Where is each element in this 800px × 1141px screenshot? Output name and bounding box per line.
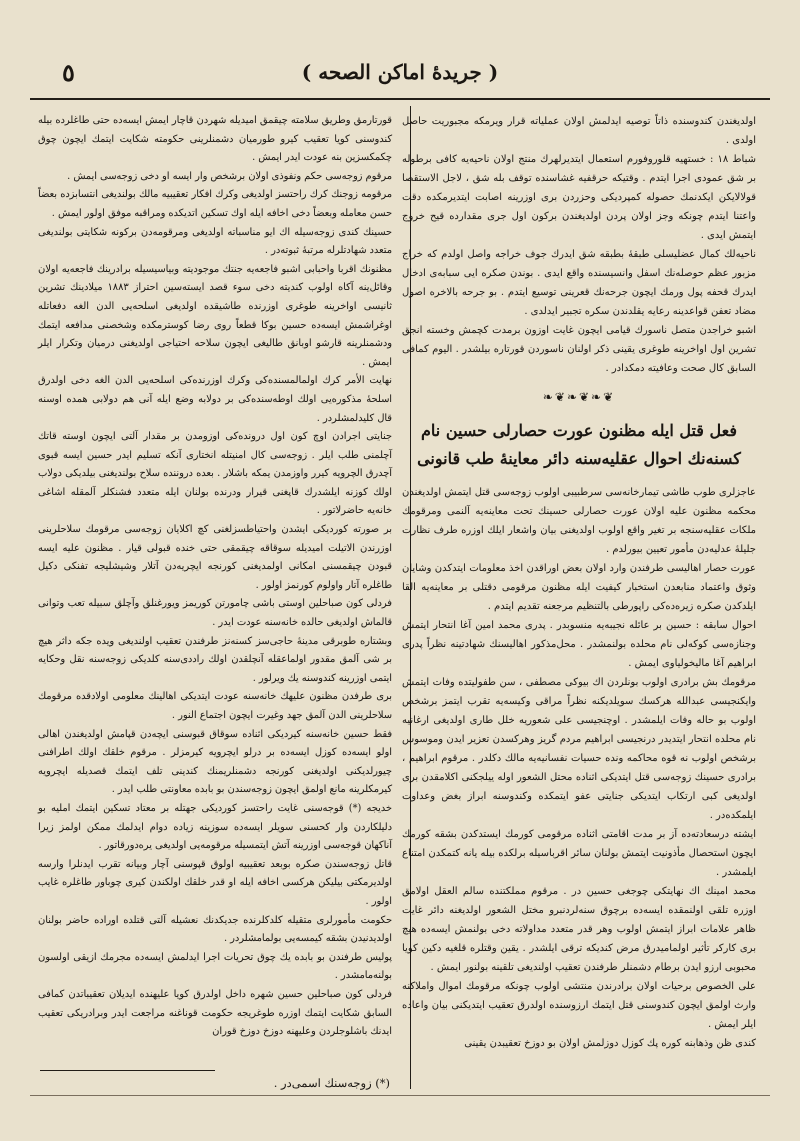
paragraph: اولدیغندن کندوسنده ذاتاً توصیه ایدلمش اولان عملیاته قرار ویرمکه مجبوریت حاصل اولدی . xyxy=(402,116,756,146)
paragraph: نهایت الأمر کرك اولمالمسنده‌کی وکرك اوزرنده‌کی اسلحه‌یی الدن الغه دخی اولدرق اسلحهٔ مذکوره‌یی اولك اوطه‌سنده‌کی بر دولابه وضع ایله آنی هم دولابی همده اوسنه قال کلیدلمشلردر . xyxy=(38,375,392,424)
paragraph: حکومت مأمورلری متقیله کلدکلرنده جدیکدنك نعشیله آلتی قتلده اوراده حاضر بولنان اولدیدنیدن بشقه کیمسه‌یی بولمامشلردر . xyxy=(38,914,392,945)
paragraph: قاتل زوجه‌سندن صکره بوبعد تعقیبیه اولوق قپوسنی آچار وبیانه تقرب ایدنلرا وارسه اولدیرمکتی بیلیکن هرکسی اخافه ایله او قدر خلقك اولکندن کیری چوباور طاغلره غایب اولور . xyxy=(38,858,392,907)
paragraph: احوال سابقه : حسین بر عائله نجیبه‌یه منسوبدر . پدری محمد امین آغا انتحار ایتمش وجنازه‌سی کوکه‌لی نام محلده بولنمشدر . محل‌مذکور اهالیسنك شهادتینه نظراً پدری ابراهیم آغا مالیخولیاوی ایمش . xyxy=(402,620,756,669)
paragraph: مرقومك بش برادری اولوب بونلردن اك بیوکی مصطفی ، سن طفولیتده وفات ایتمش وایکنجیسی عبدالله هرکسك سویلدیکنه نظراً مراقی وکیسه‌یه تقرب ایتمز برشخص اولوب بو حاله وفات ایلمشدر . اوچنجیسی علی شعوریه خلل طاری اولدیغی ارغانیه نام محلده انتحار ایتدیدر درنجیسی ابراهیم مردم گریز وهرکسدن تعزیر ایدن وموسوس برشخص اولوب نه قوه محاکمه ونده حسیات نفسانیه‌یه مالك دکلدر . مرقوم ابراهیم ، برادری حسینك زوجه‌سی قتل ایتدیکی اثناده محتل الشعور اوله ییلجکنی اکلامقدن بری اولدیغی کبی ارتکاب ایتدیکی جنایتی عفو ایتمکده وکندوسنه ابراز بغض وعداوت ایلمکده‌در . xyxy=(402,677,757,821)
paragraph: مرقوم زوجه‌سی حکم ونفوذی اولان برشخص وار ایسه او دخی زوجه‌سی ایمش . xyxy=(67,170,392,182)
section-ornament: ❧❦❧❦❧❦ xyxy=(542,390,616,404)
paragraph: علی الخصوص برحیات اولان برادرندن منتشی اولوب چونکه مرقومك اموال واملاکنه وارث اولمق ایچون کندوسنی قتل ایتمك ارزوسنده اولدرق تعقیب ایتدیکنی بیان واعاده ایلر ایمش . xyxy=(402,981,756,1030)
paragraph: جنایتی اجرادن اوچ کون اول درونده‌کی اوزومدن بر مقدار آلتی ایچون اوسته قاتك آچلمنی طلب ایلر . زوجه‌سی کال امنیتله انختاری آنکه تسلیم ایدر حسین ایسه قبوی آچدرق الچرویه کیرر واوزمدن یمکه باشلار . بعده دروننده سلاح بولندیغنی بیلدیکی دولاب اولك کوزنه ایلشدرك قاپغنی قیرار ودرنده بولنان ایله متعدد فشنکلر آلمقله اشاغی خانه‌یه حاضرلاتور . xyxy=(38,431,392,517)
paragraph: خدیجه (*) قوجه‌سنی غایت راحتسز کوردیکی جهتله بر معتاد تسکین ایتمك املیه بو دلیلکاردن وار كحسنی سویلر ایسه‌ده سوزینه زیاده دوام ایدلمك ممکن اولمز زیرا آناکهان قوجه‌سی اوزرینه آتش ایتمسیله مرقومه‌یی اولدیغی یره‌دورقاتور . xyxy=(38,802,392,852)
section-title: فعل قتل ایله مظنون عورت حصارلی حسین نام کسنه‌نك احوال عقلیه‌سنه دائر معاینهٔ طب قانونی xyxy=(417,421,741,468)
paragraph: کندی ظن وذهابنه کوره پك کوزل دوزلمش اولان بو دوزخ تعقیبدن یقینی xyxy=(464,1038,756,1049)
paragraph: بر صورته کوردیکی ایشدن واحتیاطسزلغنی کچ اکلایان زوجه‌سی مرقومك سلاحلرینی اوزرندن الاتیلت امیدیله سوقاقه چیقمقی حتی خنده قبولی قیار . مظنون علیه ایسه قبودن چیقمسنی امکانی اولمدیغنی کورنجه ایچریه‌دن آتلار وشیشلیجه تفنکی دکیل طاغلره آتار واولوم کورنمز اولور . xyxy=(38,524,392,591)
paragraph: شباط ۱۸ : خستهیه قلوروفورم استعمال ایتدیرلهرك منتج اولان ناحیه‌یه کافی برطوله بر شق عمودی اجرا ایتدم . وقتیکه حرقفیه غشاسنده توقف بله شق ، لاجل الاستقصا قولالایكن ایكدنمك حصوله کمپردیکی وحزردن بری اوزرینه اصابت ایتدیرمکده دقت واعتنا ایتدم چونکه وجز اولان پردن اولدیغندن بركون اول جرى مقدارده قیح خروج ایتمش ایدی . xyxy=(402,154,756,241)
footnote-rule xyxy=(40,1070,215,1071)
right-column xyxy=(402,112,756,1053)
paragraph: ناحیه‌لك کمال عضلیسلی طبقهٔ بطبقه شق ایدرك جوف خراجه واصل اولدم که خراج مزبور عظم حوصله‌نك اسفل وانسیسنده واقع ایدی . بوندن صکره ایی سبابه‌ی ادخال ایدرك قحفه پول ورمك ایچون جرحه‌نك قعرینی توسیع ایتدم . بو جرحه بالاخره اصول مضاد تعفن قواعدینه رعایه یقلدندن سکره تجبیر ایدلدی . xyxy=(402,249,756,317)
paragraph: عورت حصار اهالیسی طرفندن وارد اولان بعض اوراقدن اخذ معلومات ایتدکدن وشایان وثوق واعتماد منابعدن استخبار کیفیت ایله مظنون مرقومی دقتلی بر معاینه‌یه القا ایلدکدن صکره زیره‌ده‌کی راپورطی بالتنظیم مرجعنه تقدیم ایتدم . xyxy=(402,563,756,612)
header-rule xyxy=(30,98,770,100)
paragraph: عاجزلری طوب طاشی تیمارخانه‌سی سرطبیبی اولوب زوجه‌سی قتل ایتمش اولدیغندن محکمه مظنون علیه اولان عورت حصارلی حسینك تحت معاینه‌یه آلنمی ومرقومك ملکات عقلیه‌سنجه بر تغیر واقع اولوب اولدیغنی بیان واشعار ایلك اوزره طرف نظارت جلیلهٔ عدلیه‌دن مأمور تعیین بیورلدم . xyxy=(402,487,756,555)
page-header xyxy=(30,58,770,94)
paragraph: مظنونك اقربا واحبابی اشبو فاجعه‌یه جنتك موجودیته وبیاسیسیله برادرینك فاجعه‌یه اولان وقائل‌ینه آکاه اولوب کندیته دخی سوء قصد ایسته‌سین احتراز ۱۸۸۳ میلادینك تشرین ثانیسی اواخرینه طوغری اوزرنده طاشیقده اولدیغی اسلحه‌یی الدن الغه دفعاتله اوغراشمش ایسه‌ده حسین بوکا قطعاً روی رضا کوسترمکده وشخصنی مدافعه ایتمك ودشمنلرینه قارشو اوبانق طالیغی ایچون سلاحه احتیاجی اولدیغنی درمیان وتکرار ایلر ایمش . xyxy=(38,263,393,368)
paragraph: بری طرفدن مظنون علیهك خانه‌سنه عودت ایتدیکی اهالینك معلومی اولادقده مرقومك سلاحلرینی الدن آلمق جهد وغیرت ایچون اجتماع النور . xyxy=(38,691,392,721)
running-title: ( جريدهٔ اماكن الصحه ) xyxy=(301,60,499,84)
page-number: ٥ xyxy=(62,58,75,87)
paragraph: اشبو خراجدن متصل ناسورك قیامی ایچون غایت اوزون برمدت کچمش وخسته انجق تشرین اول اواخرینه طوغری یقینی ذکر اولنان ناسوردن قورتاره بیلشدر . الیوم کمافی السابق کال صحت وعافیته دمکدادر . xyxy=(402,325,756,374)
paragraph: پولیس طرفندن بو بابده یك چوق تحریات اجرا ایدلمش ایسه‌ده مجرمك ازیقی اولسون بولنه‌مامشدر . xyxy=(38,951,392,982)
paragraph: مرقومه زوجنك کرك راحتسز اولدیغی وکرك افکار تعقیبیه مالك بولندیغی انتسابزده بعضاً حسن معامله وبعضاً دخی اخافه ایله اوك تسکین اتدیکده ومراقبه موفق اولور ایمش . xyxy=(38,189,392,219)
paragraph: فردلی کون صباحلین حسین شهره داخل اولدرق کویا علیهنده ایدیلان تعقیباتدن کمافی السابق شکایت ایتمك اوزره طوغریجه حکومت قوناغنه مراجعت ایدر وبرادریکی تعقیب ایدنك باشلوجلردن وعلیهنه دوزخ دوزخ قوران xyxy=(38,988,392,1038)
footnote: (*) زوجه‌سنك اسمی‌در . xyxy=(273,1076,390,1090)
paragraph: وبشتاره طوبرقی مدینهٔ حاجی‌سز کسنه‌نز طرفندن تعقیب اولندیغی ویده جکه داثر هیچ بر شی آلمق مقدور اولماعقله آنچلقدن اولك راددی‌سنه کلدیکی زوجه‌سنه نقل وحکایه ایتمی اوزرینه کندوسنه یك ویرلور . xyxy=(38,635,392,684)
paragraph: فقط حسین خانه‌سنه کیردیکی اثناده سوقاق قبوسنی ایچه‌دن قپامش اولدیغندن اهالی اولو ایسه‌ده کوزل ایسه‌ده بر درلو ایچرویه کیرمزلر . مرقوم خلقك اولك اطرافنی چیورلدیکنی اولدیغنی کورنجه دشمنلریمنك کندینی تلف ایتمك قصدیله ایچرویه کیرمکلرینه مانع اولمق ایچون زوجه‌سندن بو بابده معاونتی طلب ایدر . xyxy=(38,728,392,796)
left-column xyxy=(38,112,392,1042)
paragraph: فردلی کون صباحلین اوستی باشی چامورتن کوریمز ویورغنلق وآچلق سبیله تعب وتوانی قالماش اولدیغی حالده خانه‌سنه عودت ایدر . xyxy=(38,598,392,629)
bottom-rule xyxy=(30,1095,770,1096)
paragraph: قورتارمق وطریق سلامته چیقمق امیدیله شهردن قاچار ایمش ایسه‌ده حتی طاغلرده بیله کندوسنی کویا تعقیب کیرو طورمیان دشمنلرینی حکومته شکایت ایتمك ایچون چوق چکمکسزین بنه عودت ایدر ایمش . xyxy=(38,115,392,164)
paragraph: حسینك کندی زوجه‌سیله اك ایو مناسباته اولدیغی ومرقومه‌دن برکونه شکایتی بولندیغی متعدد شهادتلرله مرتبهٔ ثبوته‌در . xyxy=(38,226,392,257)
paragraph: محمد امینك اك نهایتکی چوجغی حسین در . مرقوم مملکتنده سالم العقل اولامق اوزره تلقی اولنمقده ایسه‌ده برچوق سنه‌لردنبرو مختل الشعور اولدیغنه دائر غایت ظاهر علامات ابراز ایتمش اولوب وهر قدر متعدد مداولاته دخی بولنمش ایسه‌ده هیچ بری کارکر تأثیر اولمامیدرق مرض کندیکه ترقی ایلشدر . یقین وقتلره قلغیه دکین کویا محبوبی ارزو ایدن برطام دشمنلر طرفندن تعقیب اولندیغی تلقینه بولنور ایمش . xyxy=(402,886,756,973)
paragraph: ایشته درسعادته‌ده آز بر مدت اقامتی اثناده مرقومی کورمك ایستدکدن بشقه کورمك ایچون استحصال مأذونیت ایتمش بولنان سائر اقرباسیله برلکده بیله یانه کتمکدن امتناع ایلمشدر . xyxy=(402,829,756,878)
